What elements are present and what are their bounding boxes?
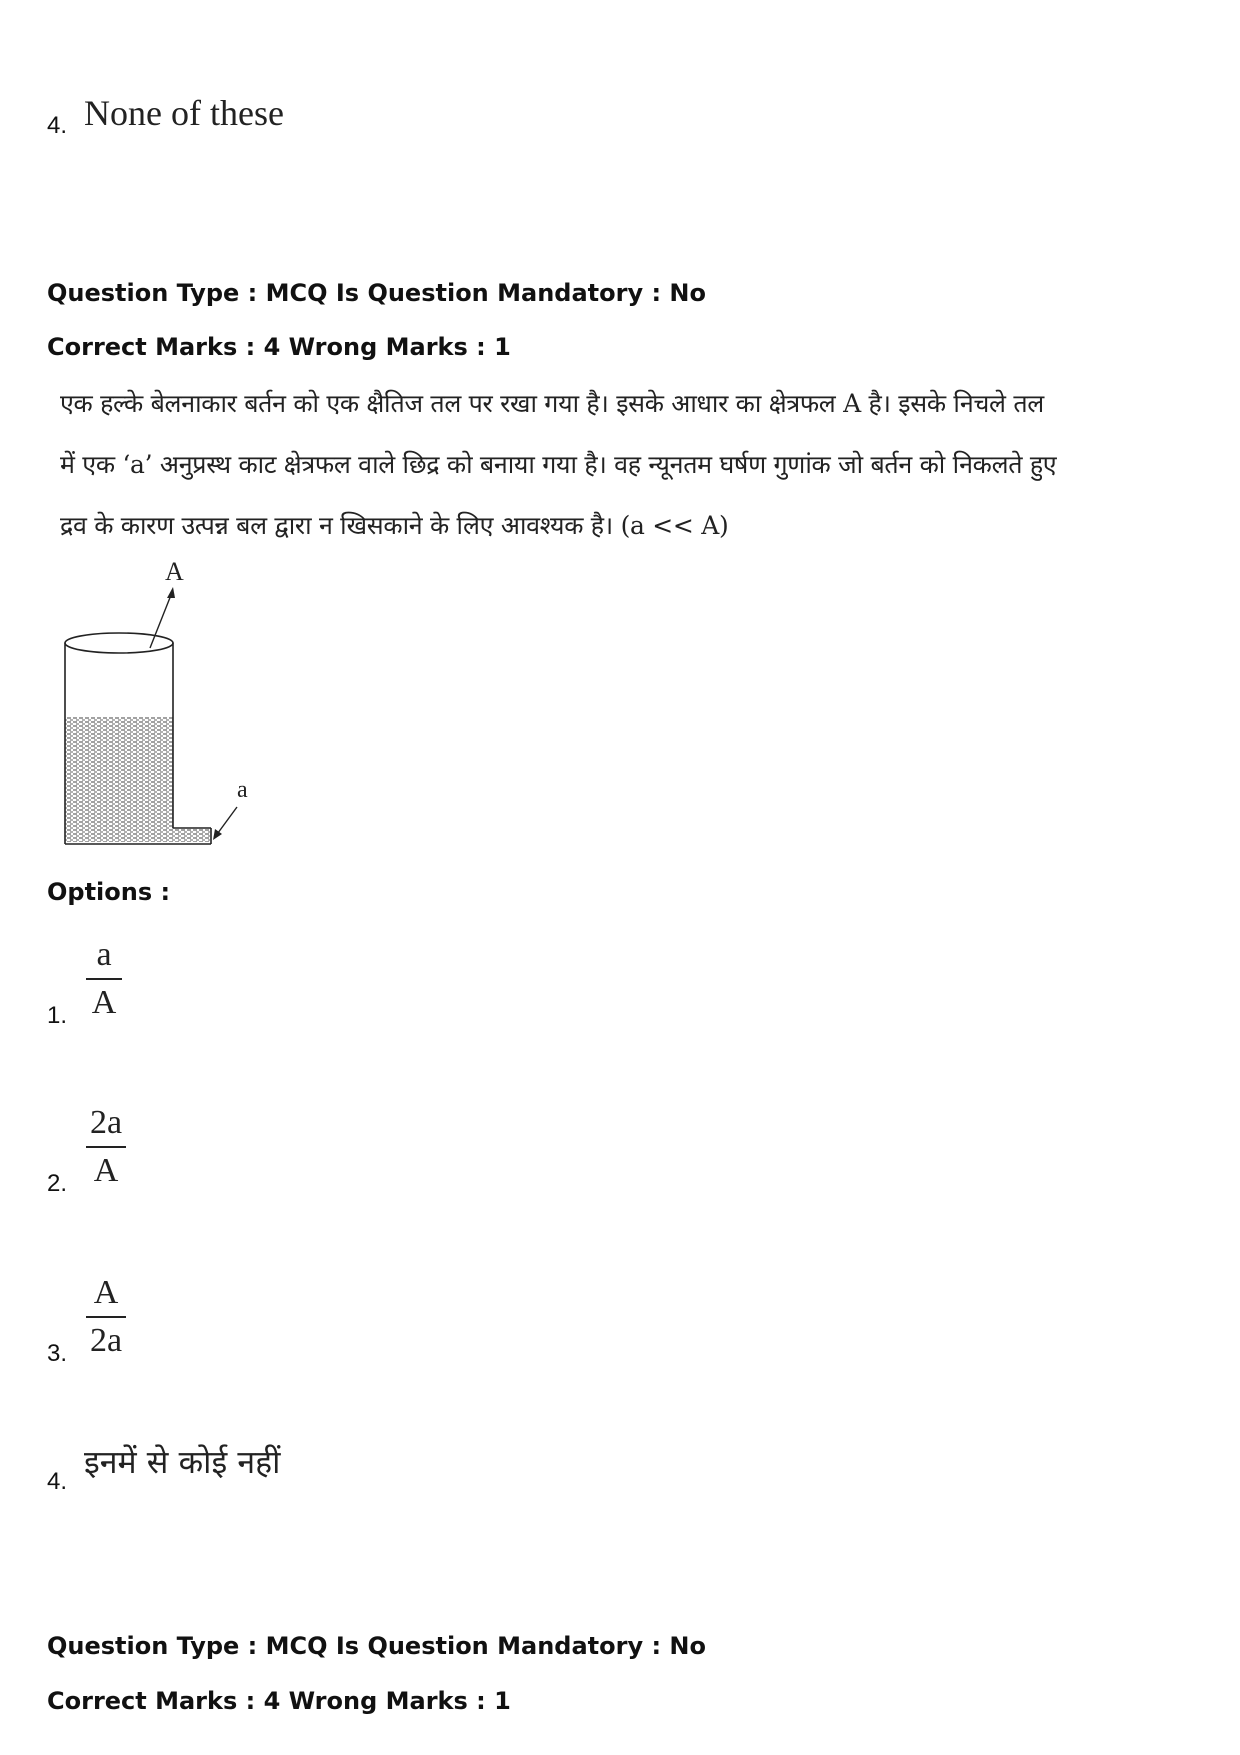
numerator: a: [96, 936, 112, 973]
fraction-bar: [86, 978, 122, 980]
options-label: Options :: [47, 878, 171, 906]
option-text: None of these: [84, 93, 284, 133]
option-2-number: 2.: [47, 1170, 68, 1197]
denominator: A: [93, 1152, 119, 1189]
option-3-fraction: [86, 1276, 126, 1358]
option-number: 4.: [47, 112, 68, 139]
cylinder-diagram: [55, 565, 275, 855]
liquid: [65, 717, 173, 842]
option-2-fraction: [86, 1106, 126, 1188]
question-text-line-1: एक हल्के बेलनाकार बर्तन को एक क्षैतिज तल पर रखा गया है। इसके आधार का क्षेत्रफल A है। इसके निचले तल: [60, 389, 1044, 418]
denominator: 2a: [90, 1322, 123, 1359]
liquid-outlet: [173, 829, 210, 842]
fraction-bar: [86, 1316, 126, 1318]
numerator: 2a: [90, 1104, 123, 1141]
option-1-number: 1.: [47, 1002, 68, 1029]
next-question-type-line: Question Type : MCQ Is Question Mandatory : No: [47, 1632, 706, 1660]
fraction-bar: [86, 1146, 126, 1148]
option-4-number: 4.: [47, 1468, 68, 1495]
question-text-line-2: में एक ‘a’ अनुप्रस्थ काट क्षेत्रफल वाले छिद्र को बनाया गया है। वह न्यूनतम घर्षण गुणांक जो बर्तन को निकलते हुए: [60, 450, 1057, 479]
next-marks-line: Correct Marks : 4 Wrong Marks : 1: [47, 1687, 511, 1715]
option-1-fraction: [86, 938, 122, 1020]
numerator: A: [93, 1274, 119, 1311]
figure-label-a: a: [237, 777, 248, 803]
cylinder-top: [65, 633, 173, 653]
question-type-line: Question Type : MCQ Is Question Mandatory : No: [47, 279, 706, 307]
option-4-text: इनमें से कोई नहीं: [84, 1443, 281, 1481]
cylinder-figure: [55, 557, 275, 855]
marks-line: Correct Marks : 4 Wrong Marks : 1: [47, 333, 511, 361]
denominator: A: [91, 984, 117, 1021]
figure-label-A: A: [165, 557, 184, 586]
option-3-number: 3.: [47, 1340, 68, 1367]
question-text-line-3: द्रव के कारण उत्पन्न बल द्वारा न खिसकाने के लिए आवश्यक है। (a << A): [60, 511, 729, 540]
